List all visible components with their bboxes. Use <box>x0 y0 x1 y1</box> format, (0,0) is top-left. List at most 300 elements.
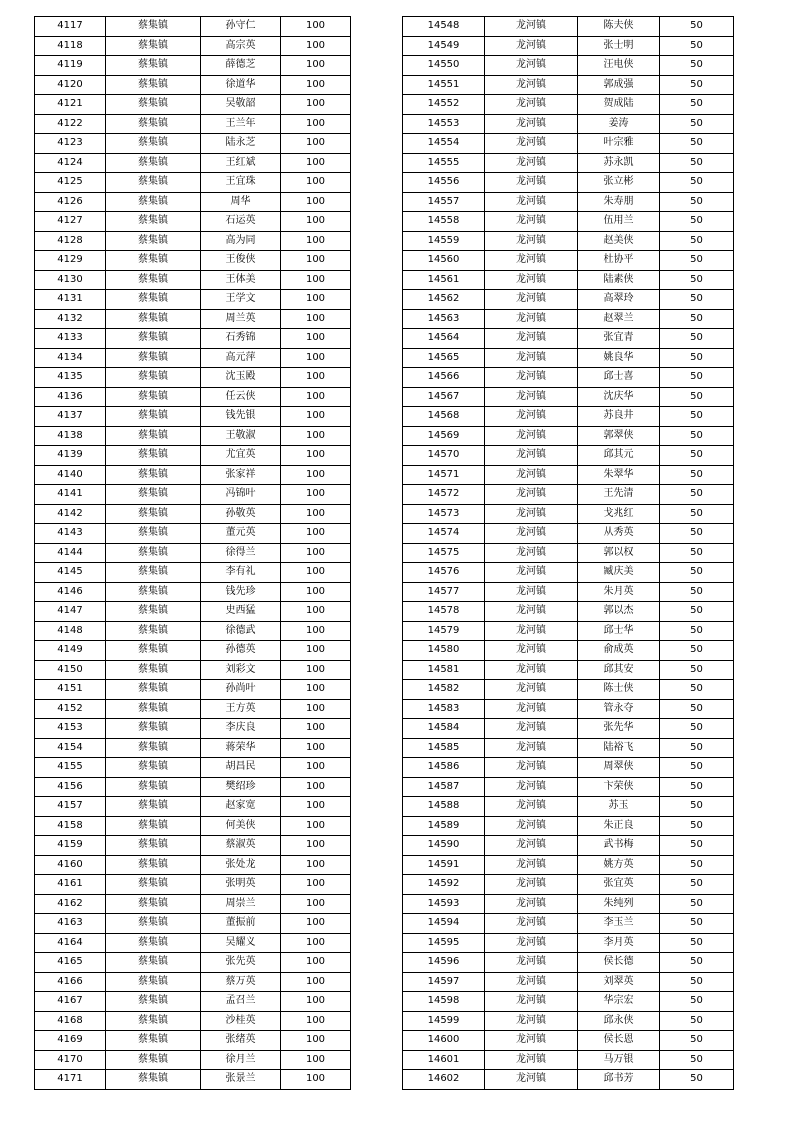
town-cell: 蔡集镇 <box>106 368 201 388</box>
serial-number-cell: 14562 <box>403 290 485 310</box>
table-row <box>403 699 734 719</box>
serial-number-cell: 14597 <box>403 972 485 992</box>
name-cell: 叶宗雅 <box>578 134 660 154</box>
town-cell: 龙河镇 <box>485 153 578 173</box>
amount-cell: 100 <box>281 836 351 856</box>
table-row <box>403 855 734 875</box>
serial-number-cell: 4125 <box>35 173 106 193</box>
serial-number-cell: 14586 <box>403 758 485 778</box>
table-row <box>403 914 734 934</box>
serial-number-cell: 14549 <box>403 36 485 56</box>
name-cell: 王宜珠 <box>201 173 281 193</box>
name-cell: 吴敬韶 <box>201 95 281 115</box>
name-cell: 石秀锦 <box>201 329 281 349</box>
amount-cell: 50 <box>660 153 734 173</box>
name-cell: 苏良井 <box>578 407 660 427</box>
table-row <box>403 933 734 953</box>
name-cell: 王学文 <box>201 290 281 310</box>
amount-cell: 100 <box>281 1031 351 1051</box>
amount-cell: 100 <box>281 602 351 622</box>
table-row <box>35 719 351 739</box>
name-cell: 王敬淑 <box>201 426 281 446</box>
serial-number-cell: 14596 <box>403 953 485 973</box>
serial-number-cell: 14570 <box>403 446 485 466</box>
serial-number-cell: 4143 <box>35 524 106 544</box>
table-row <box>403 894 734 914</box>
town-cell: 龙河镇 <box>485 758 578 778</box>
serial-number-cell: 14591 <box>403 855 485 875</box>
town-cell: 蔡集镇 <box>106 212 201 232</box>
amount-cell: 100 <box>281 972 351 992</box>
name-cell: 王体美 <box>201 270 281 290</box>
town-cell: 蔡集镇 <box>106 426 201 446</box>
amount-cell: 50 <box>660 465 734 485</box>
serial-number-cell: 4149 <box>35 641 106 661</box>
table-row <box>403 1070 734 1090</box>
town-cell: 龙河镇 <box>485 836 578 856</box>
name-cell: 孙尚叶 <box>201 680 281 700</box>
serial-number-cell: 14592 <box>403 875 485 895</box>
amount-cell: 100 <box>281 797 351 817</box>
table-row <box>35 153 351 173</box>
name-cell: 孟召兰 <box>201 992 281 1012</box>
town-cell: 龙河镇 <box>485 621 578 641</box>
town-cell: 蔡集镇 <box>106 17 201 37</box>
town-cell: 龙河镇 <box>485 816 578 836</box>
town-cell: 龙河镇 <box>485 1050 578 1070</box>
amount-cell: 50 <box>660 563 734 583</box>
town-cell: 蔡集镇 <box>106 95 201 115</box>
name-cell: 徐道华 <box>201 75 281 95</box>
table-row <box>403 212 734 232</box>
table-row <box>35 914 351 934</box>
town-cell: 龙河镇 <box>485 719 578 739</box>
amount-cell: 100 <box>281 192 351 212</box>
amount-cell: 50 <box>660 114 734 134</box>
serial-number-cell: 14556 <box>403 173 485 193</box>
name-cell: 周崇兰 <box>201 894 281 914</box>
name-cell: 沙桂英 <box>201 1011 281 1031</box>
serial-number-cell: 4144 <box>35 543 106 563</box>
table-row <box>403 563 734 583</box>
table-row <box>403 329 734 349</box>
amount-cell: 100 <box>281 75 351 95</box>
name-cell: 侯长恩 <box>578 1031 660 1051</box>
name-cell: 周兰英 <box>201 309 281 329</box>
name-cell: 陆裕飞 <box>578 738 660 758</box>
serial-number-cell: 14569 <box>403 426 485 446</box>
name-cell: 吴耀义 <box>201 933 281 953</box>
serial-number-cell: 14573 <box>403 504 485 524</box>
serial-number-cell: 14583 <box>403 699 485 719</box>
serial-number-cell: 14595 <box>403 933 485 953</box>
serial-number-cell: 14594 <box>403 914 485 934</box>
table-row <box>403 1011 734 1031</box>
amount-cell: 50 <box>660 855 734 875</box>
serial-number-cell: 4127 <box>35 212 106 232</box>
serial-number-cell: 14577 <box>403 582 485 602</box>
name-cell: 尤宜英 <box>201 446 281 466</box>
table-row <box>403 972 734 992</box>
name-cell: 俞成英 <box>578 641 660 661</box>
serial-number-cell: 4131 <box>35 290 106 310</box>
amount-cell: 100 <box>281 212 351 232</box>
table-row <box>403 719 734 739</box>
amount-cell: 50 <box>660 1050 734 1070</box>
town-cell: 龙河镇 <box>485 602 578 622</box>
name-cell: 张处龙 <box>201 855 281 875</box>
serial-number-cell: 4154 <box>35 738 106 758</box>
table-row <box>35 329 351 349</box>
serial-number-cell: 4140 <box>35 465 106 485</box>
name-cell: 华宗宏 <box>578 992 660 1012</box>
table-row <box>35 368 351 388</box>
amount-cell: 50 <box>660 894 734 914</box>
town-cell: 蔡集镇 <box>106 699 201 719</box>
town-cell: 蔡集镇 <box>106 134 201 154</box>
table-row <box>403 543 734 563</box>
serial-number-cell: 14589 <box>403 816 485 836</box>
amount-cell: 100 <box>281 699 351 719</box>
amount-cell: 100 <box>281 894 351 914</box>
serial-number-cell: 4118 <box>35 36 106 56</box>
town-cell: 蔡集镇 <box>106 251 201 271</box>
serial-number-cell: 4132 <box>35 309 106 329</box>
amount-cell: 50 <box>660 1011 734 1031</box>
serial-number-cell: 14572 <box>403 485 485 505</box>
town-cell: 蔡集镇 <box>106 777 201 797</box>
table-row <box>35 290 351 310</box>
name-cell: 孙德英 <box>201 641 281 661</box>
town-cell: 蔡集镇 <box>106 36 201 56</box>
serial-number-cell: 4122 <box>35 114 106 134</box>
amount-cell: 50 <box>660 485 734 505</box>
table-row <box>403 485 734 505</box>
table-row <box>35 1070 351 1090</box>
serial-number-cell: 4134 <box>35 348 106 368</box>
serial-number-cell: 14581 <box>403 660 485 680</box>
table-row <box>35 582 351 602</box>
town-cell: 蔡集镇 <box>106 56 201 76</box>
serial-number-cell: 4171 <box>35 1070 106 1090</box>
amount-cell: 50 <box>660 992 734 1012</box>
town-cell: 蔡集镇 <box>106 660 201 680</box>
name-cell: 董振前 <box>201 914 281 934</box>
town-cell: 龙河镇 <box>485 446 578 466</box>
amount-cell: 100 <box>281 426 351 446</box>
amount-cell: 100 <box>281 543 351 563</box>
amount-cell: 100 <box>281 953 351 973</box>
name-cell: 赵家宽 <box>201 797 281 817</box>
amount-cell: 100 <box>281 465 351 485</box>
name-cell: 武书梅 <box>578 836 660 856</box>
town-cell: 龙河镇 <box>485 582 578 602</box>
amount-cell: 100 <box>281 660 351 680</box>
amount-cell: 50 <box>660 231 734 251</box>
town-cell: 蔡集镇 <box>106 758 201 778</box>
serial-number-cell: 14590 <box>403 836 485 856</box>
amount-cell: 50 <box>660 387 734 407</box>
name-cell: 张立彬 <box>578 173 660 193</box>
table-row <box>35 36 351 56</box>
left-table-body <box>35 17 351 1090</box>
table-row <box>403 777 734 797</box>
table-row <box>35 836 351 856</box>
amount-cell: 100 <box>281 173 351 193</box>
town-cell: 蔡集镇 <box>106 153 201 173</box>
name-cell: 姚良华 <box>578 348 660 368</box>
serial-number-cell: 14561 <box>403 270 485 290</box>
amount-cell: 50 <box>660 758 734 778</box>
table-row <box>35 855 351 875</box>
town-cell: 蔡集镇 <box>106 836 201 856</box>
table-row <box>403 738 734 758</box>
amount-cell: 100 <box>281 17 351 37</box>
table-row <box>35 660 351 680</box>
town-cell: 龙河镇 <box>485 348 578 368</box>
table-row <box>35 816 351 836</box>
town-cell: 龙河镇 <box>485 914 578 934</box>
town-cell: 龙河镇 <box>485 1011 578 1031</box>
amount-cell: 50 <box>660 192 734 212</box>
amount-cell: 100 <box>281 114 351 134</box>
town-cell: 龙河镇 <box>485 797 578 817</box>
amount-cell: 100 <box>281 719 351 739</box>
serial-number-cell: 14578 <box>403 602 485 622</box>
amount-cell: 50 <box>660 173 734 193</box>
name-cell: 何美侠 <box>201 816 281 836</box>
serial-number-cell: 4165 <box>35 953 106 973</box>
amount-cell: 50 <box>660 368 734 388</box>
amount-cell: 50 <box>660 699 734 719</box>
table-row <box>403 992 734 1012</box>
serial-number-cell: 14587 <box>403 777 485 797</box>
serial-number-cell: 14588 <box>403 797 485 817</box>
amount-cell: 50 <box>660 17 734 37</box>
town-cell: 龙河镇 <box>485 972 578 992</box>
name-cell: 朱寿朋 <box>578 192 660 212</box>
serial-number-cell: 14600 <box>403 1031 485 1051</box>
serial-number-cell: 4152 <box>35 699 106 719</box>
serial-number-cell: 4158 <box>35 816 106 836</box>
name-cell: 王俊侠 <box>201 251 281 271</box>
name-cell: 董元英 <box>201 524 281 544</box>
town-cell: 龙河镇 <box>485 270 578 290</box>
right-table <box>402 16 734 1090</box>
town-cell: 蔡集镇 <box>106 543 201 563</box>
table-row <box>403 875 734 895</box>
town-cell: 龙河镇 <box>485 1031 578 1051</box>
town-cell: 蔡集镇 <box>106 173 201 193</box>
table-row <box>403 173 734 193</box>
table-row <box>35 407 351 427</box>
serial-number-cell: 4170 <box>35 1050 106 1070</box>
table-row <box>35 75 351 95</box>
town-cell: 蔡集镇 <box>106 524 201 544</box>
town-cell: 蔡集镇 <box>106 855 201 875</box>
town-cell: 蔡集镇 <box>106 875 201 895</box>
amount-cell: 100 <box>281 738 351 758</box>
name-cell: 邱其安 <box>578 660 660 680</box>
table-row <box>35 387 351 407</box>
table-row <box>35 1031 351 1051</box>
table-row <box>35 758 351 778</box>
serial-number-cell: 14559 <box>403 231 485 251</box>
name-cell: 郭翠侠 <box>578 426 660 446</box>
name-cell: 高元萍 <box>201 348 281 368</box>
town-cell: 龙河镇 <box>485 485 578 505</box>
amount-cell: 100 <box>281 56 351 76</box>
amount-cell: 50 <box>660 543 734 563</box>
town-cell: 蔡集镇 <box>106 114 201 134</box>
town-cell: 龙河镇 <box>485 992 578 1012</box>
serial-number-cell: 4163 <box>35 914 106 934</box>
name-cell: 孙守仁 <box>201 17 281 37</box>
table-row <box>35 192 351 212</box>
table-row <box>403 1031 734 1051</box>
table-row <box>35 1011 351 1031</box>
table-row <box>35 348 351 368</box>
amount-cell: 50 <box>660 875 734 895</box>
town-cell: 龙河镇 <box>485 56 578 76</box>
name-cell: 姚方英 <box>578 855 660 875</box>
town-cell: 蔡集镇 <box>106 719 201 739</box>
town-cell: 蔡集镇 <box>106 738 201 758</box>
table-row <box>35 933 351 953</box>
serial-number-cell: 4151 <box>35 680 106 700</box>
serial-number-cell: 14567 <box>403 387 485 407</box>
serial-number-cell: 4126 <box>35 192 106 212</box>
name-cell: 薛德芝 <box>201 56 281 76</box>
town-cell: 龙河镇 <box>485 875 578 895</box>
amount-cell: 50 <box>660 621 734 641</box>
serial-number-cell: 14554 <box>403 134 485 154</box>
name-cell: 蒋荣华 <box>201 738 281 758</box>
town-cell: 龙河镇 <box>485 777 578 797</box>
town-cell: 蔡集镇 <box>106 329 201 349</box>
name-cell: 张明英 <box>201 875 281 895</box>
amount-cell: 100 <box>281 251 351 271</box>
amount-cell: 100 <box>281 348 351 368</box>
name-cell: 沈玉殿 <box>201 368 281 388</box>
table-row <box>403 816 734 836</box>
table-row <box>403 407 734 427</box>
name-cell: 张景兰 <box>201 1070 281 1090</box>
name-cell: 李有礼 <box>201 563 281 583</box>
table-row <box>35 446 351 466</box>
table-row <box>35 563 351 583</box>
serial-number-cell: 4164 <box>35 933 106 953</box>
table-row <box>403 95 734 115</box>
table-row <box>35 953 351 973</box>
table-row <box>403 504 734 524</box>
table-row <box>403 582 734 602</box>
amount-cell: 100 <box>281 407 351 427</box>
table-row <box>403 231 734 251</box>
name-cell: 张宜英 <box>578 875 660 895</box>
table-row <box>403 75 734 95</box>
serial-number-cell: 14593 <box>403 894 485 914</box>
name-cell: 徐德武 <box>201 621 281 641</box>
name-cell: 苏永凯 <box>578 153 660 173</box>
table-row <box>35 95 351 115</box>
table-row <box>403 251 734 271</box>
town-cell: 蔡集镇 <box>106 309 201 329</box>
town-cell: 蔡集镇 <box>106 1031 201 1051</box>
town-cell: 龙河镇 <box>485 738 578 758</box>
amount-cell: 50 <box>660 426 734 446</box>
serial-number-cell: 14598 <box>403 992 485 1012</box>
name-cell: 陈夫侠 <box>578 17 660 37</box>
table-row <box>35 875 351 895</box>
amount-cell: 50 <box>660 75 734 95</box>
town-cell: 蔡集镇 <box>106 75 201 95</box>
town-cell: 蔡集镇 <box>106 192 201 212</box>
serial-number-cell: 4162 <box>35 894 106 914</box>
serial-number-cell: 14565 <box>403 348 485 368</box>
name-cell: 姜涛 <box>578 114 660 134</box>
serial-number-cell: 4148 <box>35 621 106 641</box>
name-cell: 邱士华 <box>578 621 660 641</box>
serial-number-cell: 4128 <box>35 231 106 251</box>
name-cell: 钱先银 <box>201 407 281 427</box>
name-cell: 陈士侠 <box>578 680 660 700</box>
table-row <box>35 114 351 134</box>
town-cell: 蔡集镇 <box>106 387 201 407</box>
amount-cell: 100 <box>281 36 351 56</box>
town-cell: 蔡集镇 <box>106 972 201 992</box>
town-cell: 龙河镇 <box>485 426 578 446</box>
serial-number-cell: 14551 <box>403 75 485 95</box>
town-cell: 龙河镇 <box>485 855 578 875</box>
name-cell: 高翠玲 <box>578 290 660 310</box>
serial-number-cell: 14582 <box>403 680 485 700</box>
amount-cell: 50 <box>660 933 734 953</box>
name-cell: 周华 <box>201 192 281 212</box>
table-row <box>403 192 734 212</box>
table-row <box>403 641 734 661</box>
name-cell: 侯长德 <box>578 953 660 973</box>
table-row <box>35 641 351 661</box>
town-cell: 蔡集镇 <box>106 914 201 934</box>
name-cell: 王先清 <box>578 485 660 505</box>
name-cell: 郭以权 <box>578 543 660 563</box>
name-cell: 高为同 <box>201 231 281 251</box>
name-cell: 邱永侠 <box>578 1011 660 1031</box>
serial-number-cell: 4135 <box>35 368 106 388</box>
amount-cell: 50 <box>660 95 734 115</box>
amount-cell: 100 <box>281 368 351 388</box>
serial-number-cell: 4130 <box>35 270 106 290</box>
table-row <box>35 309 351 329</box>
amount-cell: 100 <box>281 446 351 466</box>
table-row <box>403 290 734 310</box>
serial-number-cell: 4123 <box>35 134 106 154</box>
amount-cell: 50 <box>660 1031 734 1051</box>
town-cell: 蔡集镇 <box>106 290 201 310</box>
town-cell: 蔡集镇 <box>106 680 201 700</box>
table-row <box>35 972 351 992</box>
amount-cell: 50 <box>660 407 734 427</box>
town-cell: 蔡集镇 <box>106 1070 201 1090</box>
name-cell: 邱书芳 <box>578 1070 660 1090</box>
town-cell: 蔡集镇 <box>106 797 201 817</box>
amount-cell: 100 <box>281 153 351 173</box>
amount-cell: 50 <box>660 329 734 349</box>
table-row <box>403 1050 734 1070</box>
name-cell: 臧庆美 <box>578 563 660 583</box>
amount-cell: 100 <box>281 777 351 797</box>
